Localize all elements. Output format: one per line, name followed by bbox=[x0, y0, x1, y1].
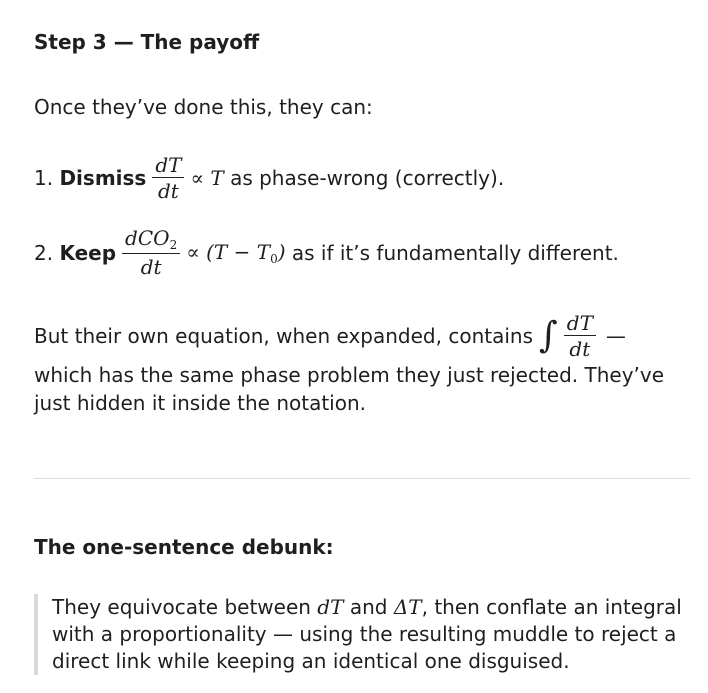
blockquote: They equivocate between dT and ΔT, then conflate an integral with a proportionality — using the resulting muddle to reject a direct link while keeping an identical one disguised. bbox=[34, 594, 708, 675]
step-heading: Step 3 — The payoff bbox=[34, 30, 260, 54]
list-bold: Dismiss bbox=[59, 166, 147, 190]
symbol-dT: dT bbox=[317, 595, 344, 619]
list-marker: 1. bbox=[34, 166, 54, 190]
divider bbox=[34, 478, 690, 479]
list-rest: as phase-wrong (correctly). bbox=[230, 166, 505, 190]
intro-text: Once they’ve done this, they can: bbox=[34, 95, 373, 119]
fraction-dT-dt: $\frac{dT}{dt}$ bbox=[564, 313, 596, 359]
fraction-dCO2-dt: $\frac{dCO_2}{dt}$ bbox=[122, 228, 180, 277]
list-rest: as if it’s fundamentally different. bbox=[291, 240, 619, 265]
list-item-2 bbox=[34, 228, 619, 277]
proportional-relation: ∝ T bbox=[190, 166, 224, 190]
integral-sign: ∫ bbox=[539, 315, 558, 356]
proportional-relation: ∝ $(T - T_0)$ bbox=[186, 239, 286, 266]
fraction-dT-dt: $\frac{dT}{dt}$ bbox=[152, 155, 184, 201]
list-marker: 2. bbox=[34, 240, 54, 265]
symbol-delta-T: ΔT bbox=[393, 595, 422, 619]
list-bold: Keep bbox=[59, 240, 117, 265]
list-item-1 bbox=[34, 155, 504, 201]
paragraph-integral: But their own equation, when expanded, contains ∫ $\frac{dT}{dt}$ — which has the same phase problem they just rejected. They’ve just hidden it inside the notation. bbox=[34, 311, 665, 415]
debunk-heading: The one-sentence debunk: bbox=[34, 535, 334, 559]
